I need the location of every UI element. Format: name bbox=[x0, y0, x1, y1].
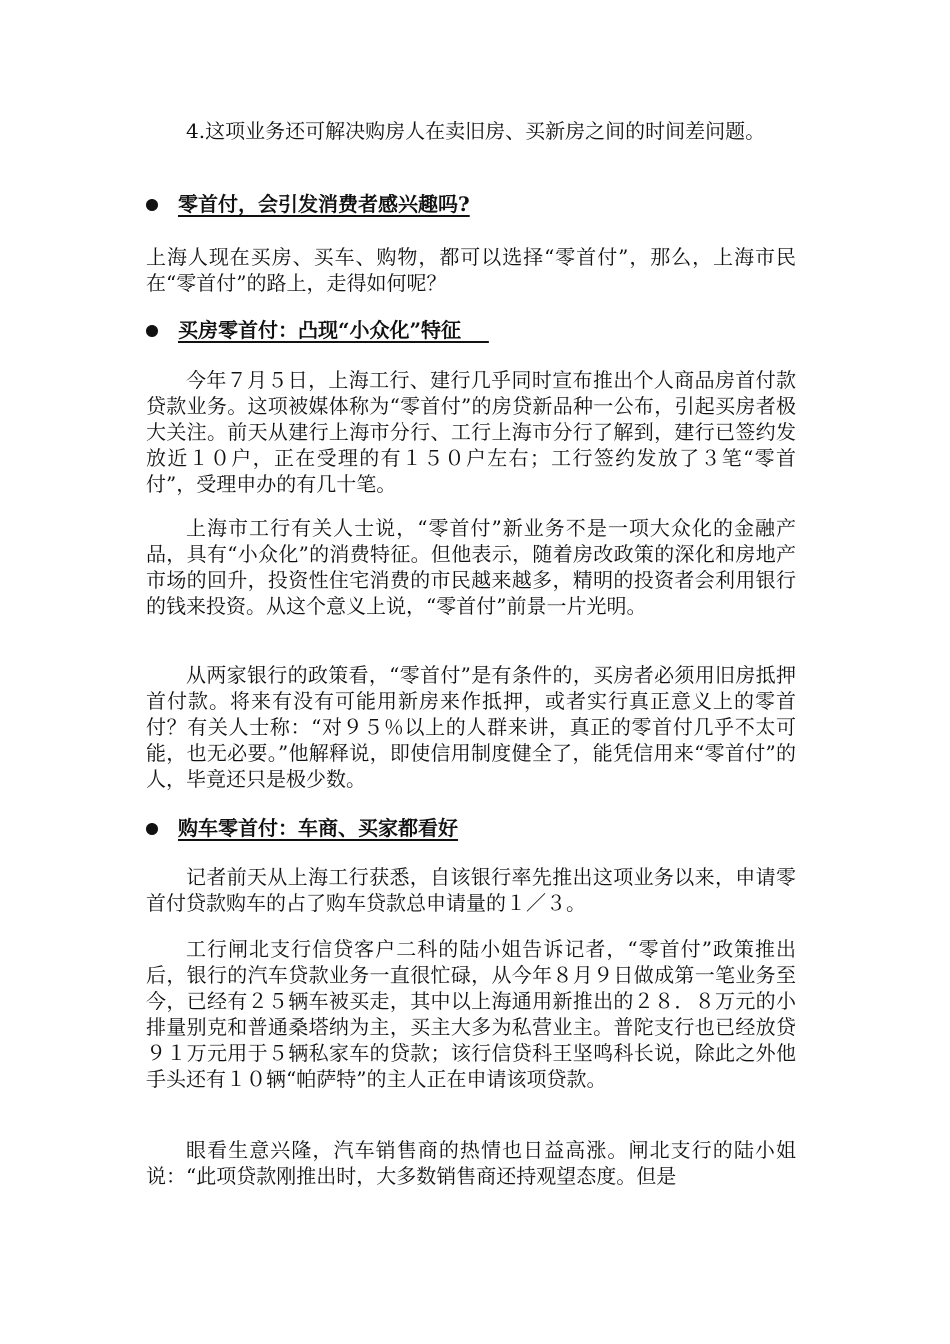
intro-text: 4.这项业务还可解决购房人在卖旧房、买新房之间的时间差问题。 bbox=[186, 119, 766, 143]
heading-text: 购车零首付：车商、买家都看好 bbox=[178, 816, 458, 840]
bullet-icon bbox=[146, 325, 158, 337]
bullet-icon bbox=[146, 199, 158, 211]
housing-paragraph-1 bbox=[146, 367, 796, 497]
paragraph-text: 从两家银行的政策看，“零首付”是有条件的，买房者必须用旧房抵押首付款。将来有没有可能用新房来作抵押，或者实行真正意义上的零首付？有关人士称：“对９５％以上的人群来讲，真正的零首付几乎不太可能，也无必要。”他解释说，即使信用制度健全了，能凭信用来“零首付”的人，毕竟还只是极少数。 bbox=[146, 663, 796, 791]
paragraph-text: 今年７月５日，上海工行、建行几乎同时宣布推出个人商品房首付款贷款业务。这项被媒体称为“零首付”的房贷新品种一公布，引起买房者极大关注。前天从建行上海市分行、工行上海市分行了解到，建行已签约发放近１０户，正在受理的有１５０户左右；工行签约发放了３笔“零首付”，受理申办的有几十笔。 bbox=[146, 368, 796, 496]
heading-text: 零首付，会引发消费者感兴趣吗? bbox=[178, 192, 470, 216]
paragraph-text: 工行闸北支行信贷客户二科的陆小姐告诉记者，“零首付”政策推出后，银行的汽车贷款业务一直很忙碌，从今年８月９日做成第一笔业务至今，已经有２５辆车被买走，其中以上海通用新推出的２８．８万元的小排量别克和普通桑塔纳为主，买主大多为私营业主。普陀支行也已经放贷９１万元用于５辆私家车的贷款；该行信贷科王坚鸣科长说，除此之外他手头还有１０辆“帕萨特”的主人正在申请该项贷款。 bbox=[146, 937, 796, 1091]
car-paragraph-1 bbox=[146, 864, 796, 916]
section-heading-car bbox=[146, 815, 796, 845]
housing-paragraph-3 bbox=[146, 662, 796, 792]
housing-paragraph-2 bbox=[146, 515, 796, 619]
section-1-paragraph bbox=[146, 244, 796, 296]
paragraph-text: 上海人现在买房、买车、购物，都可以选择“零首付”，那么，上海市民在“零首付”的路上，走得如何呢？ bbox=[146, 245, 796, 295]
section-heading-zero-down-payment bbox=[146, 191, 796, 221]
intro-paragraph bbox=[146, 118, 796, 144]
paragraph-text: 上海市工行有关人士说，“零首付”新业务不是一项大众化的金融产品，具有“小众化”的消费特征。但他表示，随着房改政策的深化和房地产市场的回升，投资性住宅消费的市民越来越多，精明的投资者会利用银行的钱来投资。从这个意义上说，“零首付”前景一片光明。 bbox=[146, 516, 796, 618]
car-paragraph-2 bbox=[146, 936, 796, 1092]
section-heading-housing bbox=[146, 317, 796, 347]
car-paragraph-3 bbox=[146, 1137, 796, 1189]
heading-text: 买房零首付：凸现“小众化”特征 bbox=[178, 318, 489, 342]
paragraph-text: 眼看生意兴隆，汽车销售商的热情也日益高涨。闸北支行的陆小姐说：“此项贷款刚推出时，大多数销售商还持观望态度。但是 bbox=[146, 1138, 796, 1188]
paragraph-text: 记者前天从上海工行获悉，自该银行率先推出这项业务以来，申请零首付贷款购车的占了购车贷款总申请量的１／３。 bbox=[146, 865, 796, 915]
bullet-icon bbox=[146, 823, 158, 835]
